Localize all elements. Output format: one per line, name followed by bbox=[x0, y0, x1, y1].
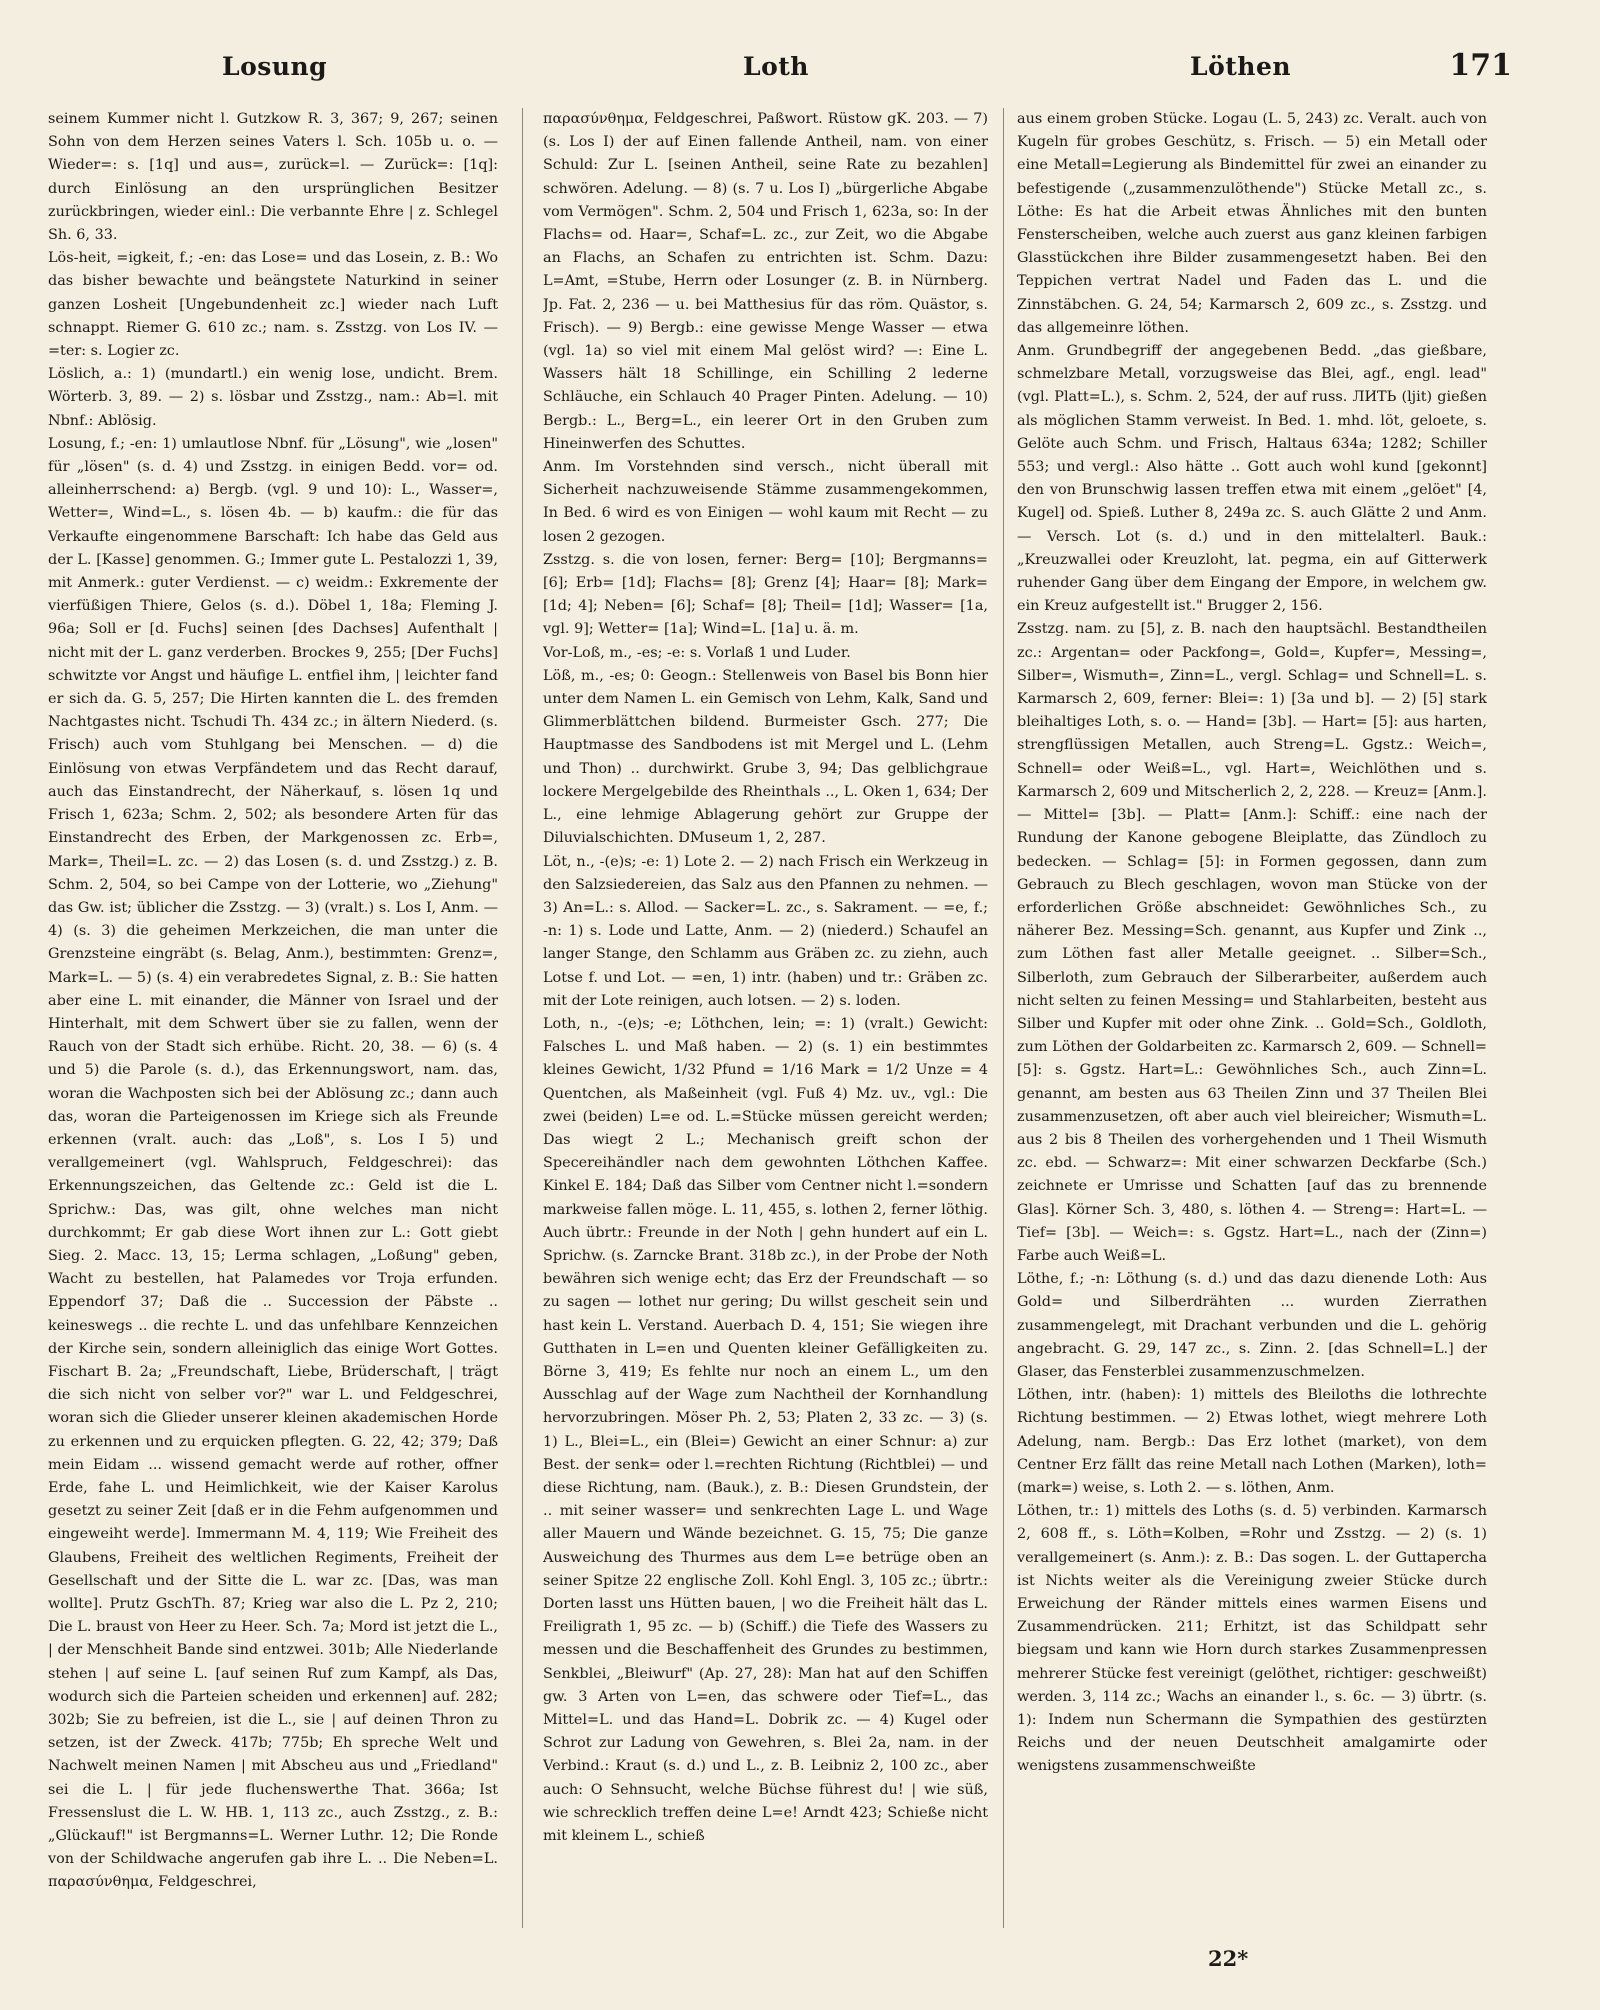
entry-paragraph: Löthen, tr.: 1) mittels des Loths (s. d. 5) verbinden. Karmarsch 2, 608 ff., s. Löth=Kolben, =Rohr und Zsstzg. — 2) (s. 1) verallgemeinert (s. Anm.): z. B.: Das sogen. L. der Guttapercha ist Nichts weiter als die Vereinigung zweier Stücke durch Erweichung der Ränder mittels eines warmen Eisens und Zusammendrücken. 211; Erhitzt, ist das Schildpatt sehr biegsam und kann wie Horn durch starkes Zusammenpressen mehrerer Stücke fest vereinigt (gelöthet, richtiger: geschweißt) werden. 3, 114 zc.; Wachs an einander l., s. 6c. — 3) übrtr. (s. 1): Indem nun Schermann die Sympathien des gestürzten Reichs und der neuen Deutschheit amalgamirte oder wenigstens zusammenschweißte bbox=[1017, 1503, 1487, 1775]
entry-paragraph: Vor-Loß, m., -es; -e: s. Vorlaß 1 und Luder. bbox=[543, 644, 851, 661]
signature-mark: 22* bbox=[1208, 1946, 1249, 1971]
entry-paragraph: seinem Kummer nicht l. Gutzkow R. 3, 367; 9, 267; seinen Sohn von dem Herzen seines Vaters l. Sch. 105b u. o. — Wieder=: s. [1q] und aus=, zurück=l. — Zurück=: [1q]: durch Einlösung an den ursprünglichen Besitzer zurückbringen, wieder einl.: Die verbannte Ehre | z. Schlegel Sh. 6, 33. bbox=[48, 111, 498, 244]
entry-paragraph: Anm. Grundbegriff der angegebenen Bedd. „das gießbare, schmelzbare Metall, vorzugsweise das Blei, agf., engl. lead" (vgl. Platt=L.), s. Schm. 2, 524, der auf russ. ЛИТЬ (ljit) gießen als möglichen Stamm verweist. In Bed. 1. mhd. löt, geloete, s. Gelöte auch Schm. und Frisch, Haltaus 634a; 1282; Schiller 553; und vergl.: Also hätte .. Gott auch wohl kund [gekonnt] den von Brunschwig lassen treffen etwa mit einem „gelöet" [4, Kugel] od. Spieß. Luther 8, 249a zc. S. auch Glätte 2 und Anm. — Versch. Lot (s. d.) und in den mittelalterl. Bauk.: „Kreuzwallei oder Kreuzloht, lat. pegma, ein auf Gitterwerk ruhender Gang über dem Eingang der Empore, in welchem gw. ein Kreuz aufgestellt ist." Brugger 2, 156. bbox=[1017, 343, 1487, 615]
entry-paragraph: Zsstzg. s. die von losen, ferner: Berg= [10]; Bergmanns= [6]; Erb= [1d]; Flachs= [8]; Grenz [4]; Haar= [8]; Mark= [1d; 4]; Neben= [6]; Schaf= [8]; Theil= [1d]; Wasser= [1a, vgl. 9]; Wetter= [1a]; Wind=L. [1a] u. ä. m. bbox=[543, 551, 988, 638]
entry-paragraph: Löt, n., -(e)s; -e: 1) Lote 2. — 2) nach Frisch ein Werkzeug in den Salzsiedereien, das Salz aus den Pfannen zu nehmen. — 3) An=L.: s. Allod. — Sacker=L. zc., s. Sakrament. — =e, f.; -n: 1) s. Lode und Latte, Anm. — 2) (niederd.) Schaufel an langer Stange, den Schlamm aus Gräben zc. zu ziehn, auch Lotse f. und Lot. — =en, 1) intr. (haben) und tr.: Gräben zc. mit der Lote reinigen, auch lotsen. — 2) s. loden. bbox=[543, 853, 988, 1009]
running-head-left: Losung bbox=[222, 52, 328, 81]
running-head-right: Löthen bbox=[1190, 52, 1292, 81]
entry-paragraph: Loth, n., -(e)s; -e; Löthchen, lein; =: 1) (vralt.) Gewicht: Falsches L. und Maß haben. — 2) (s. 1) ein bestimmtes kleines Gewicht, 1/32 Pfund = 1/16 Mark = 1/2 Unze = 4 Quentchen, als Maßeinheit (vgl. Fuß 4) Mz. uv., vgl.: Die zwei (beiden) L=e od. L.=Stücke müssen gereicht werden; Das wiegt 2 L.; Mechanisch greift schon der Specereihändler nach dem gewohnten Löthchen Kaffee. Kinkel E. 184; Daß das Silber vom Centner nicht l.=sondern markweise fallen möge. L. 11, 455, s. lothen 2, ferner löthig. Auch übrtr.: Freunde in der Noth | gehn hundert auf ein L. Sprichw. (s. Zarncke Brant. 318b zc.), in der Probe der Noth bewähren sich wenige echt; das Erz der Freundschaft — so zu sagen — lothet nur gering; Du willst gescheit sein und hast kein L. Verstand. Auerbach D. 4, 151; Sie wiegen ihre Gutthaten in L=en und Quenten kleiner Gefälligkeiten zu. Börne 3, 419; Es fehlte nur noch an einem L., um den Ausschlag auf der Wage zum Nachtheil der Kornhandlung hervorzubringen. Möser Ph. 2, 53; Platen 2, 33 zc. — 3) (s. 1) L., Blei=L., ein (Blei=) Gewicht an einer Schnur: a) zur Best. der senk= oder l.=rechten Richtung (Richtblei) — und diese Richtung, nam. (Bauk.), z. B.: Diesen Grundstein, der .. mit seiner wasser= und senkrechten Lage L. und Wage aller Mauern und Wände bezeichnet. G. 15, 75; Die ganze Ausweichung des Thurmes aus dem L=e betrüge oben an seiner Spitze 22 englische Zoll. Kohl Engl. 3, 105 zc.; übrtr.: Dorten lasst uns Hütten bauen, | wo die Freiheit hält das L. Freiligrath 1, 95 zc. — b) (Schiff.) die Tiefe des Wassers zu messen und die Beschaffenheit des Grundes zu bestimmen, Senkblei, „Bleiwurf" (Ap. 27, 28): Man hat auf den Schiffen gw. 3 Arten von L=en, das schwere oder Tief=L., das Mittel=L. und das Hand=L. Dobrik zc. — 4) Kugel oder Schrot zur Ladung von Gewehren, s. Blei 2a, nam. in der Verbind.: Kraut (s. d.) und L., z. B. Leibniz 2, 100 zc., aber auch: O Sehnsucht, welche Büchse führest du! | wie süß, wie schrecklich treffen deine L=e! Arndt 423; Schieße nicht mit kleinem L., schieß bbox=[543, 1015, 988, 1845]
entry-paragraph: Anm. Im Vorstehnden sind versch., nicht überall mit Sicherheit nachzuweisende Stämme zusammengekommen, In Bed. 6 wird es von Einigen — wohl kaum mit Recht — zu losen 2 gezogen. bbox=[543, 459, 988, 545]
column-divider bbox=[522, 108, 523, 1928]
entry-paragraph: Lös-heit, =igkeit, f.; -en: das Lose= und das Losein, z. B.: Wo das bisher bewachte und beängstete Naturkind in seiner ganzen Losheit [Ungebundenheit zc.] wieder nach Luft schnappt. Riemer G. 610 zc.; nam. s. Zsstzg. von Los IV. — =ter: s. Logier zc. bbox=[48, 250, 498, 360]
entry-paragraph: Zsstzg. nam. zu [5], z. B. nach den hauptsächl. Bestandtheilen zc.: Argentan= oder Packfong=, Gold=, Kupfer=, Messing=, Silber=, Wismuth=, Zinn=L., vergl. Schlag= und Schnell=L. s. Karmarsch 2, 609, ferner: Blei=: 1) [3a und b]. — 2) [5] stark bleihaltiges Loth, s. o. — Hand= [3b]. — Hart= [5]: aus harten, strengflüssigen Metallen, auch Streng=L. Ggstz.: Weich=, Schnell= oder Weiß=L., vgl. Hart=, Weichlöthen und s. Karmarsch 2, 609 und Mitscherlich 2, 2, 228. — Kreuz= [Anm.]. — Mittel= [3b]. — Platt= [Anm.]: Schiff.: eine nach der Rundung der Kanone gebogene Bleiplatte, das Zündloch zu bedecken. — Schlag= [5]: in Formen gegossen, dann zum Gebrauch zu Blech geschlagen, wovon man Stücke von der erforderlichen Größe abschneidet: Gewöhnliches Sch., zu näherer Bez. Messing=Sch. genannt, aus Kupfer und Zink .., zum Löthen fast aller Metalle geeignet. .. Silber=Sch., Silberloth, zum Gebrauch der Silberarbeiter, außerdem auch nicht selten zu feinen Messing= und Stahlarbeiten, besteht aus Silber und Kupfer mit oder ohne Zink. .. Gold=Sch., Goldloth, zum Löthen der Goldarbeiten zc. Karmarsch 2, 609. — Schnell= [5]: s. Ggstz. Hart=L.: Gewöhnliches Sch., auch Zinn=L. genannt, am besten aus 63 Theilen Zinn und 37 Theilen Blei zusammenzusetzen, oft aber auch viel bleireicher; Wismuth=L. aus 2 bis 8 Theilen des vorhergehenden und 1 Theil Wismuth zc. ebd. — Schwarz=: Mit einer schwarzen Deckfarbe (Sch.) zeichnete er Umrisse und Schatten [auf das zu brennende Glas]. Körner Sch. 3, 480, s. löthen 4. — Streng=: Hart=L. — Tief= [3b]. — Weich=: s. Ggstz. Hart=L., nach der (Zinn=) Farbe auch Weiß=L. bbox=[1017, 621, 1487, 1264]
entry-paragraph: Losung, f.; -en: 1) umlautlose Nbnf. für „Lösung", wie „losen" für „lösen" (s. d. 4) und Zsstzg. in einigen Bedd. vor= od. alleinherrschend: a) Bergb. (vgl. 9 und 10): L., Wasser=, Wetter=, Wind=L., s. lösen 4b. — b) kaufm.: die für das Verkaufte eingenommene Barschaft: Ich habe das Geld aus der L. [Kasse] genommen. G.; Immer gute L. Pestalozzi 1, 39, mit Anmerk.: guter Verdienst. — c) weidm.: Exkremente der vierfüßigen Thiere, Gelos (s. d.). Döbel 1, 18a; Fleming J. 96a; Soll er [d. Fuchs] seinen [des Dachses] Aufenthalt | nicht mit der L. ganz verderben. Brockes 9, 255; [Der Fuchs] schwitzte vor Angst und häufige L. entfiel ihm, | leichter fand er sich da. G. 5, 257; Die Hirten kannten die L. des fremden Nachtgastes nicht. Tschudi Th. 434 zc.; in ältern Niederd. (s. Frisch) auch vom Stuhlgang bei Menschen. — d) die Einlösung von etwas Verpfändetem und das Recht darauf, auch das Einstandrecht, der Näherkauf, s. lösen 1q und Frisch 1, 623a; Schm. 2, 502; als besondere Arten für das Einstandrecht des Erben, der Markgenossen zc. Erb=, Mark=, Theil=L. zc. — 2) das Losen (s. d. und Zsstzg.) z. B. Schm. 2, 504, so bei Campe von der Lotterie, wo „Ziehung" das Gw. ist; üblicher die Zsstzg. — 3) (vralt.) s. Los I, Anm. — 4) (s. 3) die geheimen Merkzeichen, die man unter die Grenzsteine eingräbt (s. Belag, Anm.), bestimmten: Grenz=, Mark=L. — 5) (s. 4) ein verabredetes Signal, z. B.: Sie hatten aber eine L. mit einander, die Männer von Israel und der Hinterhalt, mit dem Schwert über sie zu fallen, wenn der Rauch von der Stadt sich erhübe. Richt. 20, 38. — 6) (s. 4 und 5) die Parole (s. d.), das Erkennungswort, nam. das, woran die Wachposten sich bei der Ablösung zc.; dann auch das, woran die Parteigenossen im Kriege sich als Freunde erkennen (vralt. auch: das „Loß", s. Los I 5) und verallgemeinert (vgl. Wahlspruch, Feldgeschrei): das Erkennungszeichen, das Geltende zc.: Geld ist die L. Sprichw.: Das, was gilt, ohne welches man nicht durchkommt; Er gab diese Wort ihnen zur L.: Gott giebt Sieg. 2. Macc. 13, 15; Lerma schlagen, „Loßung" geben, Wacht zu bestellen, hat Palamedes vor Troja erfunden. Eppendorf 37; Daß die .. Succession der Päbste .. keineswegs .. die rechte L. und das unfehlbare Kennzeichen der Kirche sein, sondern alleiniglich das einige Wort Gottes. Fischart B. 2a; „Freundschaft, Liebe, Brüderschaft, | trägt die sich nicht von selber vor?" war L. und Feldgeschrei, woran sich die Glieder unserer kleinen akademischen Horde zu erkennen und zu erquicken pflegten. G. 22, 42; 379; Daß mein Eidam ... wissend gemacht werde auf rother, offner Erde, fahe L. und Heimlichkeit, wie der Kaiser Karolus gesetzt zu seiner Zeit [daß er in die Fehm aufgenommen und eingeweiht werde]. Immermann M. 4, 119; Wie Freiheit des Glaubens, Freiheit des weltlichen Regiments, Freiheit der Gesellschaft und der Sitte die L. war zc. [Das, was man wollte]. Prutz GschTh. 87; Krieg war also die L. Pz 2, 210; Die L. braust von Heer zu Heer. Sch. 7a; Mord ist jetzt die L., | der Menschheit Bande sind entzwei. 301b; Alle Niederlande stehen | auf seine L. [auf seinen Ruf zum Kampf, als Das, wodurch sich die Parteien scheiden und erkennen] auf. 282; 302b; Sie zu befreien, ist die L., sie | auf deinen Thron zu setzen, ist der Zweck. 417b; 775b; Eh spreche Welt und Nachwelt meinen Namen | mit Abscheu aus und „Friedland" sei die L. | für jede fluchenswerthe That. 366a; Ist Fressenslust die L. W. HB. 1, 113 zc., auch Zsstzg., z. B.: „Glückauf!" ist Bergmanns=L. Werner Luthr. 12; Die Ronde von der Schildwache angerufen gab ihre L. .. Die Neben=L. παρασύνθημα, Feldgeschrei, bbox=[48, 435, 498, 1891]
entry-paragraph: Löslich, a.: 1) (mundartl.) ein wenig lose, undicht. Brem. Wörterb. 3, 89. — 2) s. lösbar und Zsstzg., nam.: Ab=l. mit Nbnf.: Ablösig. bbox=[48, 366, 498, 429]
column-2 bbox=[543, 108, 988, 1928]
page-header bbox=[0, 0, 1600, 95]
entry-paragraph: Löthe, f.; -n: Löthung (s. d.) und das dazu dienende Loth: Aus Gold= und Silberdrähten ... wurden Zierrathen zusammengelegt, mit Drachant verbunden und die L. gehörig angebracht. G. 29, 147 zc., s. Zinn. 2. [das Schnell=L.] der Glaser, das Fensterblei zusammenzuschmelzen. bbox=[1017, 1271, 1487, 1380]
running-head-center: Loth bbox=[743, 52, 809, 81]
entry-paragraph: aus einem groben Stücke. Logau (L. 5, 243) zc. Veralt. auch von Kugeln für grobes Geschütz, s. Frisch. — 5) ein Metall oder eine Metall=Legierung als Bindemittel für zwei an einander zu befestigende („zusammenzulöthende") Stücke Metall zc., s. Löthe: Es hat die Arbeit etwas Ähnliches mit den bunten Fensterscheiben, welche auch zuerst aus ganz kleinen farbigen Glasstückchen ihre Bilder zusammengesetzt haben. Bei den Teppichen vertrat Nadel und Faden das L. und die Zinnstäbchen. G. 24, 54; Karmarsch 2, 609 zc., s. Zsstzg. und das allgemeinre löthen. bbox=[1017, 111, 1487, 336]
page-number: 171 bbox=[1449, 48, 1512, 83]
entry-paragraph: Löthen, intr. (haben): 1) mittels des Bleiloths die lothrechte Richtung bestimmen. — 2) Etwas lothet, wiegt mehrere Loth Adelung, nam. Bergb.: Das Erz lothet (market), von dem Centner Erz fällt das reine Metall nach Lothen (Marken), loth= (mark=) weise, s. Loth 2. — s. löthen, Anm. bbox=[1017, 1387, 1487, 1496]
entry-paragraph: παρασύνθημα, Feldgeschrei, Paßwort. Rüstow gK. 203. — 7) (s. Los I) der auf Einen fallende Antheil, nam. von einer Schuld: Zur L. [seinen Antheil, seine Rate zu bezahlen] schwören. Adelung. — 8) (s. 7 u. Los I) „bürgerliche Abgabe vom Vermögen". Schm. 2, 504 und Frisch 1, 623a, so: In der Flachs= od. Haar=, Schaf=L. zc., zur Zeit, wo die Abgabe an Flachs, an Schafen zu entrichten ist. Schm. Dazu: L=Amt, =Stube, Herrn oder Losunger (z. B. in Nürnberg. Jp. Fat. 2, 236 — u. bei Matthesius für das röm. Quästor, s. Frisch). — 9) Bergb.: eine gewisse Menge Wasser — etwa (vgl. 1a) so viel mit einem Mal gelöst wird? —: Eine L. Wassers hält 18 Schillinge, ein Schilling 2 lederne Schläuche, ein Schlauch 40 Prager Pinten. Adelung. — 10) Bergb.: L., Berg=L., ein leerer Ort in den Gruben zum Hineinwerfen des Schuttes. bbox=[543, 111, 988, 452]
column-3 bbox=[1017, 108, 1487, 1928]
column-divider bbox=[1003, 108, 1004, 1928]
column-1 bbox=[48, 108, 498, 1928]
entry-paragraph: Löß, m., -es; 0: Geogn.: Stellenweis von Basel bis Bonn hier unter dem Namen L. ein Gemisch von Lehm, Kalk, Sand und Glimmerblättchen bildend. Burmeister Gsch. 277; Die Hauptmasse des Sandbodens ist mit Mergel und L. (Lehm und Thon) .. durchwirkt. Grube 3, 94; Das gelblichgraue lockere Mergelgebilde des Rheinthals .., L. Oken 1, 634; Der L., eine lehmige Ablagerung gehört zur Gruppe der Diluvialschichten. DMuseum 1, 2, 287. bbox=[543, 667, 988, 847]
